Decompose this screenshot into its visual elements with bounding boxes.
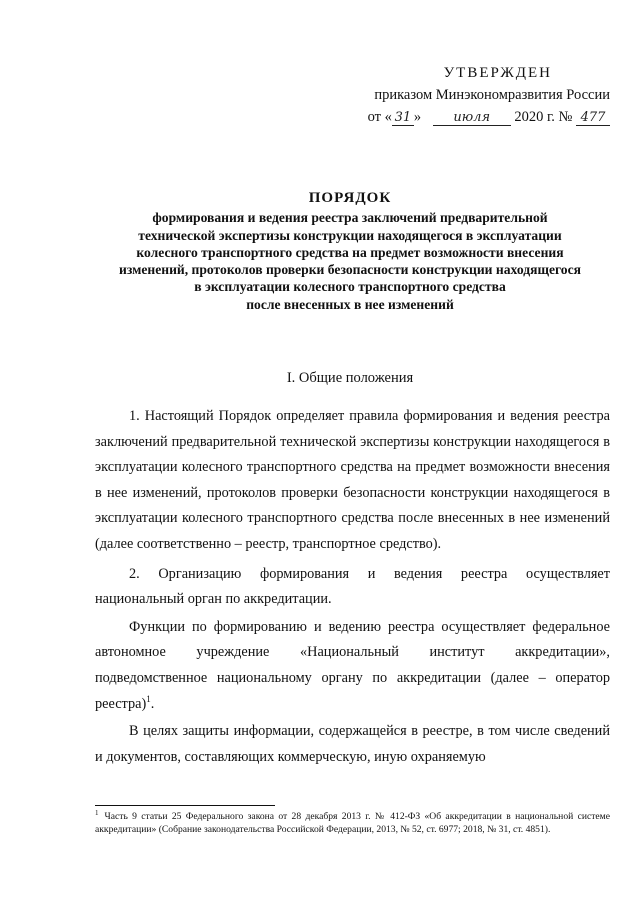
approval-date-line: [368, 106, 610, 128]
handwritten-day: 31: [392, 110, 414, 126]
paragraph-4: В целях защиты информации, содержащейся в реестре, в том числе сведений и документов, составляющих коммерческую, иную охраняемую: [95, 723, 610, 765]
document-body: [95, 404, 610, 774]
title-line: колесного транспортного средства на предмет возможности внесения: [136, 244, 564, 260]
document-title-block: [80, 190, 620, 313]
paragraph-3: [95, 615, 610, 717]
handwritten-order-number: 477: [576, 110, 610, 126]
paragraph-3-text: Функции по формированию и ведению реестра осуществляет федеральное автономное учреждение «Национальный институт аккредитации», подведомственное национальному органу по аккредитации (далее – оператор реестра): [95, 618, 610, 712]
handwritten-month: июля: [433, 110, 511, 126]
approval-block: [368, 62, 610, 128]
document-heading: ПОРЯДОК: [308, 190, 392, 206]
title-line: после внесенных в нее изменений: [246, 296, 454, 312]
paragraph-3-end: .: [150, 695, 155, 712]
title-line: технической экспертизы конструкции находящегося в эксплуатации: [138, 227, 562, 243]
footnote-mark: 1: [95, 808, 99, 817]
footnote-text: Часть 9 статьи 25 Федерального закона от 28 декабря 2013 г. № 412-ФЗ «Об аккредитации в национальной системе аккредитации» (Собрание законодательства Российской Федерации, 2013, № 52, ст. 6977; 2018, № 31, ст. 4851).: [95, 811, 610, 835]
date-year-text: 2020 г. №: [514, 109, 573, 125]
approval-stamp: УТВЕРЖДЕН: [443, 65, 552, 81]
date-close: »: [413, 109, 422, 125]
footnote-divider: [95, 805, 275, 806]
paragraph-1: 1. Настоящий Порядок определяет правила формирования и ведения реестра заключений предварительной технической экспертизы конструкции находящегося в эксплуатации колесного транспортного средства на предмет возможности внесения в нее изменений, протоколов проверки безопасности конструкции находящегося в эксплуатации колесного транспортного средства после внесенных в нее изменений (далее соответственно – реестр, транспортное средство).: [95, 408, 610, 552]
footnote: [95, 810, 610, 836]
title-line: в эксплуатации колесного транспортного средства: [194, 279, 506, 295]
paragraph-2: 2. Организацию формирования и ведения реестра осуществляет национальный орган по аккредитации.: [95, 565, 610, 608]
approval-order-line: приказом Минэкономразвития России: [374, 87, 610, 103]
title-line: формирования и ведения реестра заключений предварительной: [152, 210, 548, 226]
footnote-reference: 1: [146, 693, 151, 704]
section-heading: I. Общие положения: [286, 370, 414, 386]
title-line: изменений, протоколов проверки безопасности конструкции находящегося: [118, 262, 581, 278]
date-prefix: от «: [367, 109, 392, 125]
